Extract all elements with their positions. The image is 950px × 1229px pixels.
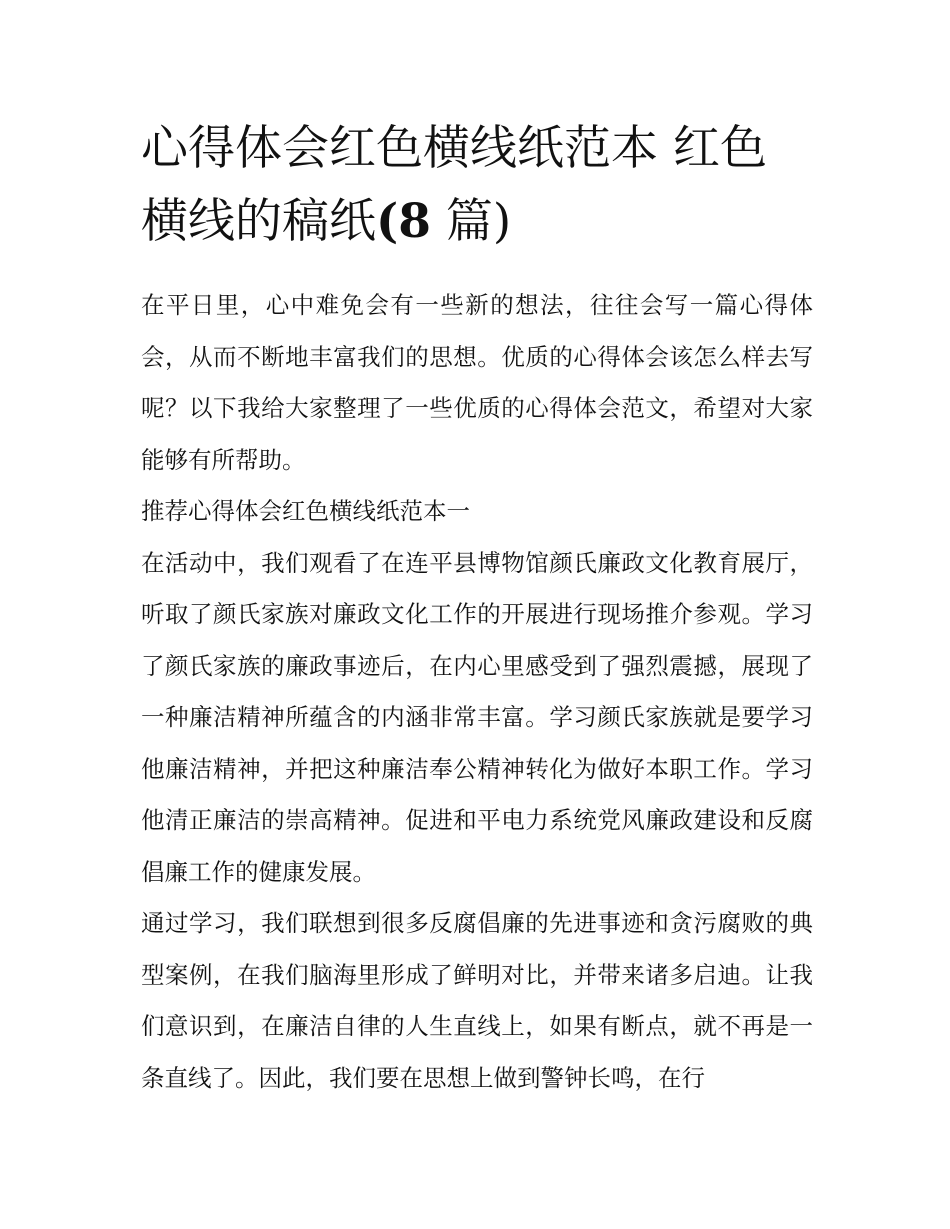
document-content xyxy=(141,112,813,1104)
body-paragraph: 通过学习，我们联想到很多反腐倡廉的先进事迹和贪污腐败的典型案例，在我们脑海里形成了鲜明对比，并带来诸多启迪。让我们意识到，在廉洁自律的人生直线上，如果有断点，就不再是一条直线了。因此，我们要在思想上做到警钟长鸣，在行 xyxy=(141,909,813,1092)
title-text: 心得体会红色横线纸范本 红色横线的稿纸 xyxy=(141,121,767,249)
title-count: (8 xyxy=(376,194,431,249)
document-title xyxy=(141,112,813,258)
title-suffix: 篇) xyxy=(430,194,512,249)
body-paragraph: 在活动中，我们观看了在连平县博物馆颜氏廉政文化教育展厅，听取了颜氏家族对廉政文化工作的开展进行现场推介参观。学习了颜氏家族的廉政事迹后，在内心里感受到了强烈震撼，展现了一种廉洁精神所蕴含的内涵非常丰富。学习颜氏家族就是要学习他廉洁精神，并把这种廉洁奉公精神转化为做好本职工作。学习他清正廉洁的崇高精神。促进和平电力系统党风廉政建设和反腐倡廉工作的健康发展。 xyxy=(141,548,813,886)
document-body xyxy=(141,280,813,1104)
section-heading: 推荐心得体会红色横线纸范本一 xyxy=(141,497,470,525)
intro-paragraph: 在平日里，心中难免会有一些新的想法，往往会写一篇心得体会，从而不断地丰富我们的思想。优质的心得体会该怎么样去写呢？以下我给大家整理了一些优质的心得体会范文，希望对大家能够有所帮助。 xyxy=(141,291,813,474)
